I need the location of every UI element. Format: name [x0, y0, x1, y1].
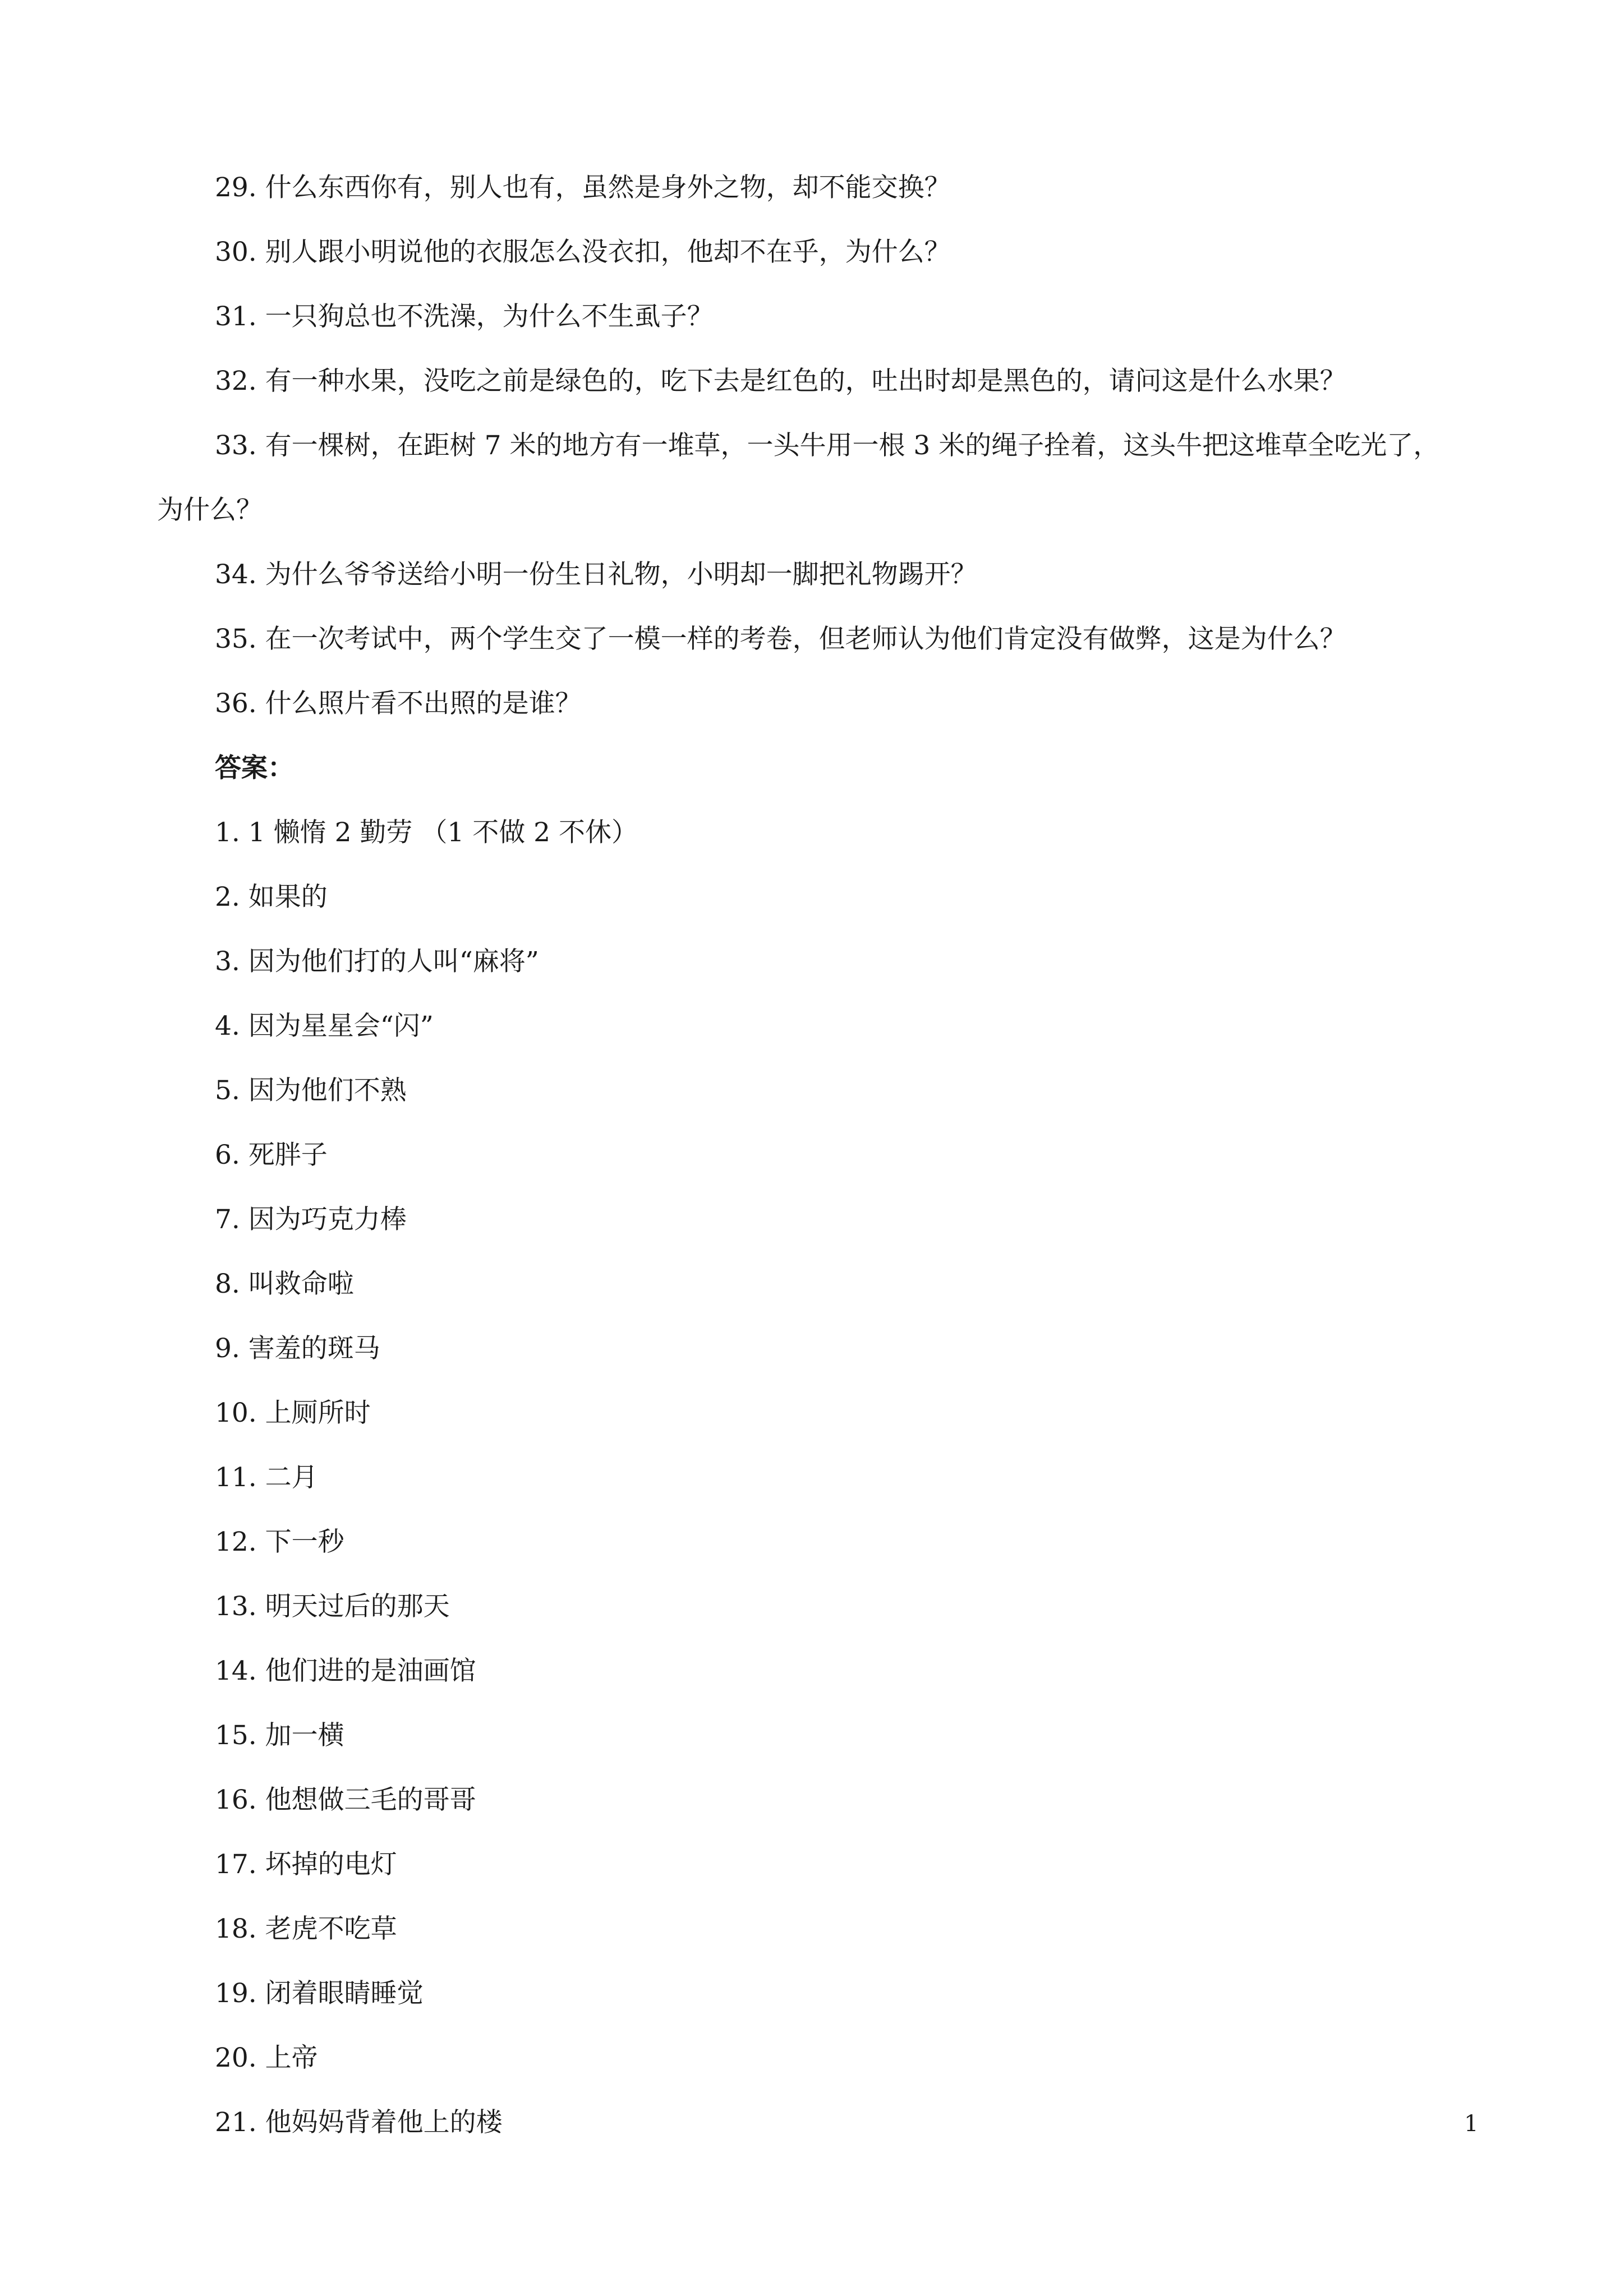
answer-1: 1. 1 懒惰 2 勤劳 （1 不做 2 不休）: [215, 817, 638, 848]
answer-18: 18. 老虎不吃草: [215, 1914, 397, 1944]
question-30: 30. 别人跟小明说他的衣服怎么没衣扣，他却不在乎，为什么？: [215, 237, 951, 268]
answer-2: 2. 如果的: [215, 882, 328, 912]
answer-10: 10. 上厕所时: [215, 1398, 371, 1428]
answer-16: 16. 他想做三毛的哥哥: [215, 1785, 476, 1815]
question-32: 32. 有一种水果，没吃之前是绿色的，吃下去是红色的，吐出时却是黑色的，请问这是什么水果？: [215, 366, 1346, 397]
answer-19: 19. 闭着眼睛睡觉: [215, 1978, 424, 2009]
answer-17: 17. 坏掉的电灯: [215, 1849, 397, 1880]
answer-11: 11. 二月: [215, 1462, 318, 1493]
question-34: 34. 为什么爷爷送给小明一份生日礼物，小明却一脚把礼物踢开？: [215, 559, 977, 590]
question-36: 36. 什么照片看不出照的是谁？: [215, 688, 582, 719]
answer-7: 7. 因为巧克力棒: [215, 1204, 407, 1235]
answer-5: 5. 因为他们不熟: [215, 1075, 407, 1106]
answer-8: 8. 叫救命啦: [215, 1269, 354, 1299]
answer-15: 15. 加一横: [215, 1720, 344, 1751]
question-31: 31. 一只狗总也不洗澡，为什么不生虱子？: [215, 301, 714, 332]
question-33: 33. 有一棵树，在距树 7 米的地方有一堆草，一头牛用一根 3 米的绳子拴着，这头牛把这堆草全吃光了，: [215, 430, 1440, 461]
page-number: 1: [1464, 2111, 1479, 2137]
answer-9: 9. 害羞的斑马: [215, 1333, 380, 1364]
answer-13: 13. 明天过后的那天: [215, 1591, 450, 1622]
answer-6: 6. 死胖子: [215, 1140, 328, 1170]
answer-14: 14. 他们进的是油画馆: [215, 1656, 476, 1686]
answer-3: 3. 因为他们打的人叫“麻将”: [215, 946, 539, 977]
answers-heading: 答案：: [215, 753, 294, 783]
question-29: 29. 什么东西你有，别人也有，虽然是身外之物，却不能交换？: [215, 172, 951, 203]
answer-20: 20. 上帝: [215, 2043, 318, 2073]
answer-21: 21. 他妈妈背着他上的楼: [215, 2107, 503, 2138]
answer-12: 12. 下一秒: [215, 1527, 344, 1557]
answer-4: 4. 因为星星会“闪”: [215, 1011, 434, 1041]
question-35: 35. 在一次考试中，两个学生交了一模一样的考卷，但老师认为他们肯定没有做弊，这是为什么？: [215, 624, 1346, 654]
question-33-continued: 为什么？: [157, 495, 263, 525]
